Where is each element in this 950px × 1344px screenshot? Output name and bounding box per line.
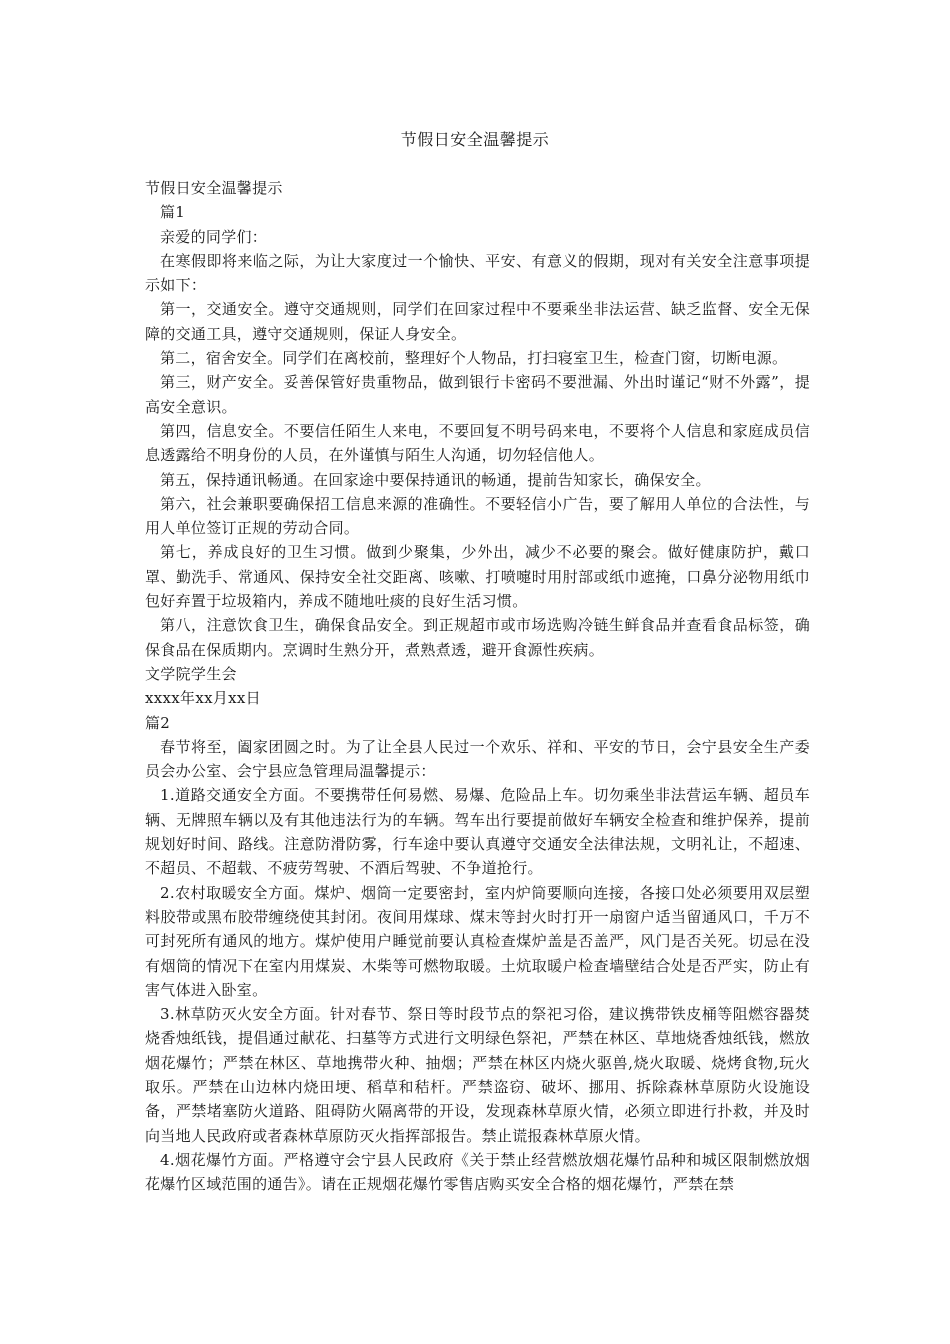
paragraph: 第七，养成良好的卫生习惯。做到少聚集，少外出，减少不必要的聚会。做好健康防护，戴口罩、勤洗手、常通风、保持安全社交距离、咳嗽、打喷嚏时用肘部或纸巾遮掩，口鼻分泌物用纸巾包好弃置于垃圾箱内，养成不随地吐痰的良好生活习惯。	[145, 543, 810, 611]
paragraph: 4.烟花爆竹方面。严格遵守会宁县人民政府《关于禁止经营燃放烟花爆竹品种和城区限制燃放烟花爆竹区域范围的通告》。请在正规烟花爆竹零售店购买安全合格的烟花爆竹，严禁在禁	[145, 1150, 810, 1194]
paragraph: 3.林草防灭火安全方面。针对春节、祭日等时段节点的祭祀习俗，建议携带铁皮桶等阻燃容器焚烧香烛纸钱，提倡通过献花、扫墓等方式进行文明绿色祭祀，严禁在林区、草地烧香烛纸钱，燃放烟花爆竹；严禁在林区、草地携带火种、抽烟；严禁在林区内烧火驱兽,烧火取暖、烧烤食物,玩火取乐。严禁在山边林内烧田埂、稻草和秸杆。严禁盗窃、破坏、挪用、拆除森林草原防火设施设备，严禁堵塞防火道路、阻碍防火隔离带的开设，发现森林草原火情，必须立即进行扑救，并及时向当地人民政府或者森林草原防灭火指挥部报告。禁止谎报森林草原火情。	[145, 1005, 810, 1145]
signature-org: 文学院学生会	[145, 664, 237, 683]
paragraph: 第六，社会兼职要确保招工信息来源的准确性。不要轻信小广告，要了解用人单位的合法性，与用人单位签订正规的劳动合同。	[145, 494, 810, 538]
section-label-1: 篇1	[160, 203, 186, 222]
paragraph: 春节将至，阖家团圆之时。为了让全县人民过一个欢乐、祥和、平安的节日，会宁县安全生产委员会办公室、会宁县应急管理局温馨提示：	[145, 737, 810, 781]
salutation: 亲爱的同学们：	[160, 227, 268, 246]
paragraph: 第二，宿舍安全。同学们在离校前，整理好个人物品，打扫寝室卫生，检查门窗，切断电源。	[160, 349, 788, 368]
paragraph: 第三，财产安全。妥善保管好贵重物品，做到银行卡密码不要泄漏、外出时谨记“财不外露”，提高安全意识。	[145, 373, 810, 416]
signature-date: xxxx年xx月xx日	[145, 689, 261, 708]
paragraph: 1.道路交通安全方面。不要携带任何易燃、易爆、危险品上车。切勿乘坐非法营运车辆、超员车辆、无牌照车辆以及有其他违法行为的车辆。驾车出行要提前做好车辆安全检查和维护保养，提前规划好时间、路线。注意防滑防雾，行车途中要认真遵守交通安全法律法规，文明礼让，不超速、不超员、不超载、不疲劳驾驶、不酒后驾驶、不争道抢行。	[145, 786, 810, 878]
paragraph: 第八，注意饮食卫生，确保食品安全。到正规超市或市场选购冷链生鲜食品并查看食品标签，确保食品在保质期内。烹调时生熟分开，煮熟煮透，避开食源性疾病。	[145, 616, 810, 659]
paragraph: 在寒假即将来临之际，为让大家度过一个愉快、平安、有意义的假期，现对有关安全注意事项提示如下：	[145, 251, 810, 295]
document-title: 节假日安全温馨提示	[400, 130, 550, 149]
paragraph: 第一，交通安全。遵守交通规则，同学们在回家过程中不要乘坐非法运营、缺乏监督、安全无保障的交通工具，遵守交通规则，保证人身安全。	[145, 300, 810, 343]
paragraph: 2.农村取暖安全方面。煤炉、烟筒一定要密封，室内炉筒要顺向连接，各接口处必须要用双层塑料胶带或黑布胶带缠绕使其封闭。夜间用煤球、煤末等封火时打开一扇窗户适当留通风口，千万不可封死所有通风的地方。煤炉使用户睡觉前要认真检查煤炉盖是否盖严，风门是否关死。切忌在没有烟筒的情况下在室内用煤炭、木柴等可燃物取暖。土炕取暖户检查墙壁结合处是否严实，防止有害气体进入卧室。	[145, 883, 810, 999]
section-label-2: 篇2	[145, 713, 171, 732]
document-body	[145, 176, 810, 1196]
paragraph: 第五，保持通讯畅通。在回家途中要保持通讯的畅通，提前告知家长，确保安全。	[160, 470, 711, 489]
paragraph: 第四，信息安全。不要信任陌生人来电，不要回复不明号码来电，不要将个人信息和家庭成员信息透露给不明身份的人员，在外谨慎与陌生人沟通，切勿轻信他人。	[145, 421, 810, 465]
body-heading: 节假日安全温馨提示	[145, 179, 283, 197]
